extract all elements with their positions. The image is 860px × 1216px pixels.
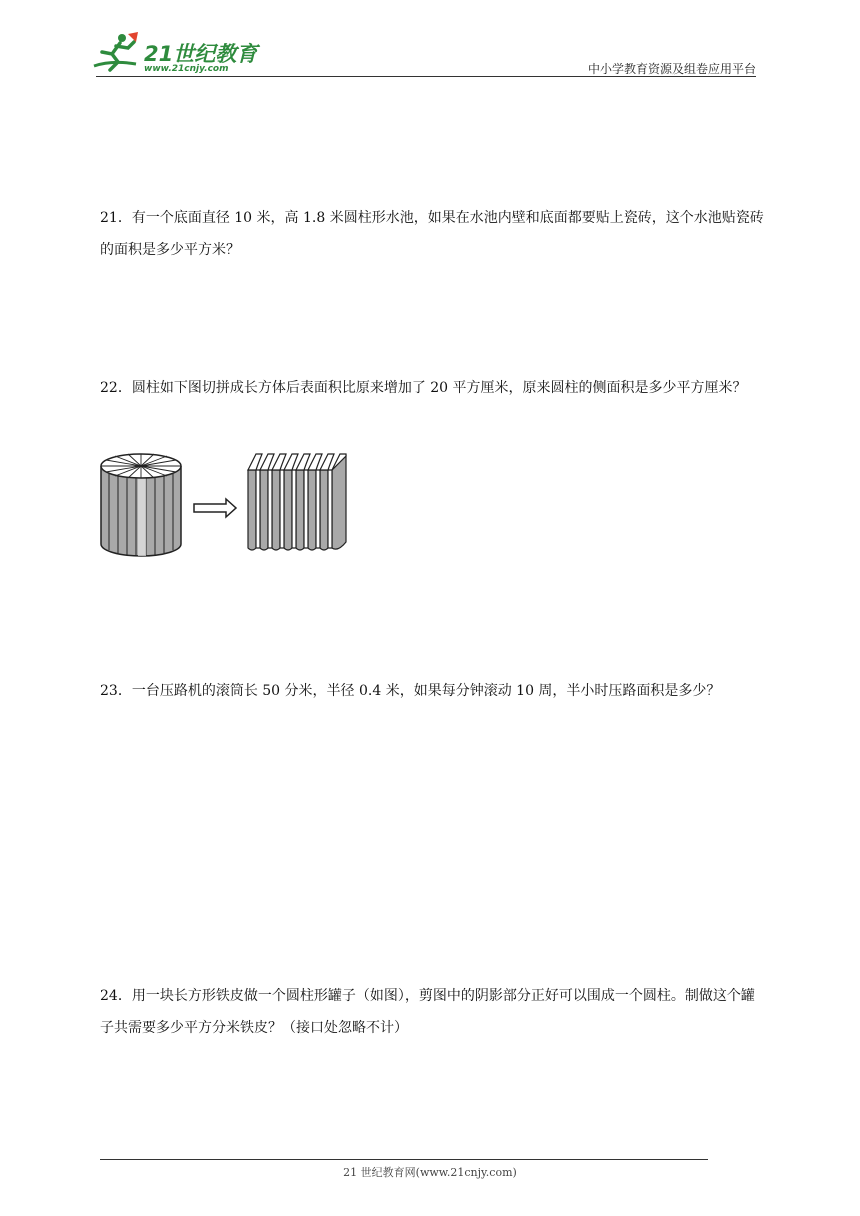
footer-divider <box>100 1159 708 1160</box>
question-number: 21． <box>100 210 132 226</box>
cylinder-icon <box>101 454 181 556</box>
header-divider <box>96 76 756 77</box>
question-number: 23． <box>100 683 132 699</box>
question-number: 24． <box>100 988 132 1004</box>
runner-logo-icon <box>92 30 142 76</box>
question-23 <box>100 675 764 707</box>
question-number: 22． <box>100 380 132 396</box>
question-text: 用一块长方形铁皮做一个圆柱形罐子（如图），剪图中的阴影部分正好可以围成一个圆柱。制做这个罐子共需要多少平方分米铁皮？（接口处忽略不计） <box>100 988 755 1036</box>
cylinder-to-cuboid-figure <box>98 446 358 562</box>
question-text: 有一个底面直径 10 米，高 1.8 米圆柱形水池，如果在水池内壁和底面都要贴上瓷砖，这个水池贴瓷砖的面积是多少平方米？ <box>100 210 764 258</box>
question-text: 圆柱如下图切拼成长方体后表面积比原来增加了 20 平方厘米，原来圆柱的侧面积是多少平方厘米？ <box>131 380 747 396</box>
logo <box>92 30 262 78</box>
right-arrow-icon <box>194 499 236 517</box>
page-footer: 21 世纪教育网(www.21cnjy.com) <box>343 1166 517 1179</box>
logo-url: www.21cnjy.com <box>144 64 229 74</box>
cuboid-icon <box>248 454 346 550</box>
question-21 <box>100 202 764 266</box>
question-text: 一台压路机的滚筒长 50 分米，半径 0.4 米，如果每分钟滚动 10 周，半小时压路面积是多少？ <box>131 683 721 699</box>
question-22 <box>100 372 764 404</box>
platform-name: 中小学教育资源及组卷应用平台 <box>587 62 756 76</box>
logo-text: 21世纪教育 <box>144 42 258 66</box>
page-header <box>0 0 860 80</box>
question-24 <box>100 980 764 1044</box>
